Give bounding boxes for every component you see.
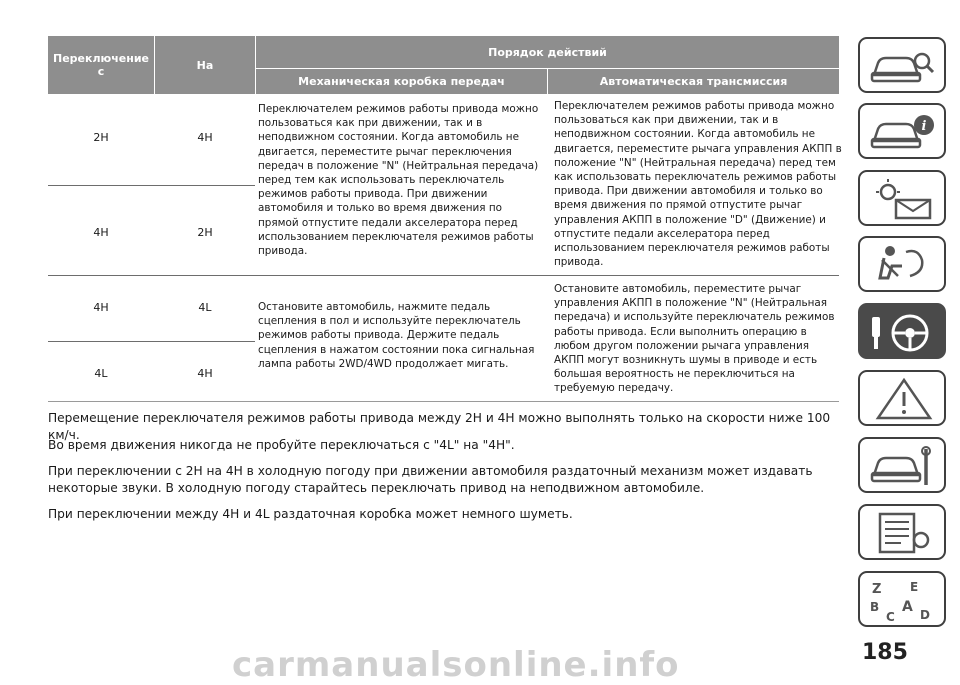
row-divider: [48, 275, 839, 276]
header-manual: Механическая коробка передач: [256, 69, 547, 94]
manual-low-text: Остановите автомобиль, нажмите педаль сцепления в пол и используйте переключатель режимов работы привода. Держите педаль сцепления в нажатом состоянии пока сигнальная лампа работы 2WD/4WD продолжает мигать.: [258, 301, 535, 370]
row-divider: [48, 185, 255, 186]
tab-alphabetical-index[interactable]: [858, 571, 946, 627]
car-maintenance-icon: [866, 443, 938, 489]
car-info-icon: [866, 109, 938, 155]
row1-to: 4H: [197, 131, 213, 144]
note-speed-limit: Перемещение переключателя режимов работы привода между 2H и 4H можно выполнять только на скорости ниже 100 км/ч.: [48, 411, 831, 442]
manual-high-text: Переключателем режимов работы привода можно пользоваться как при движении, так и в неподвижном состоянии. Когда автомобиль не двигается, переместите рычаг переключения передач в положение "N" (Нейтральная передача) перед тем как использовать переключатель режимов работы привода. При движении автомобиля и только во время движения по прямой отпустите педали акселератора перед использованием переключателя режимов работы привода.: [258, 103, 539, 258]
row4-to: 4H: [197, 367, 213, 380]
technical-data-icon: [866, 510, 938, 556]
svg-text:A: A: [902, 599, 913, 615]
watermark: carmanualsonline.info: [232, 645, 680, 685]
steering-key-icon: [866, 309, 938, 355]
row2-from: 4H: [93, 226, 109, 239]
page-number: 185: [862, 640, 908, 665]
row3-from: 4H: [93, 301, 109, 314]
tab-car-search[interactable]: [858, 37, 946, 93]
note-noise: При переключении между 4H и 4L раздаточная коробка может немного шуметь.: [48, 507, 573, 521]
header-automatic: Автоматическая трансмиссия: [548, 69, 839, 94]
car-search-icon: [866, 43, 938, 89]
table-bottom-line: [48, 401, 839, 402]
row-divider: [48, 341, 255, 342]
svg-text:B: B: [870, 600, 880, 614]
header-to: На: [155, 36, 255, 94]
tab-warning-lights[interactable]: [858, 170, 946, 226]
seatbelt-airbag-icon: [866, 242, 938, 288]
svg-text:Z: Z: [872, 582, 882, 597]
note-4l-4h: Во время движения никогда не пробуйте переключаться с "4L" на "4H".: [48, 438, 515, 452]
auto-low-text: Остановите автомобиль, переместите рычаг управления АКПП в положение "N" (Нейтральная передача) и используйте переключатель режимов работы привода. Если выполнить операцию в любом другом положении рычага управления АКПП могут возникнуть шумы в приводе и есть большая вероятность не переключиться на требуемую передачу.: [554, 283, 835, 395]
tab-technical-data[interactable]: [858, 504, 946, 560]
alphabetical-index-icon: [866, 577, 938, 623]
row1-from: 2H: [93, 131, 109, 144]
header-switch-from: Переключение с: [48, 36, 154, 94]
row4-from: 4L: [94, 367, 108, 380]
header-procedure: Порядок действий: [256, 36, 839, 68]
svg-text:D: D: [920, 608, 930, 622]
row3-to: 4L: [198, 301, 212, 314]
tab-maintenance[interactable]: [858, 437, 946, 493]
emergency-triangle-icon: [866, 376, 938, 422]
tab-car-info[interactable]: [858, 103, 946, 159]
svg-text:i: i: [921, 119, 927, 134]
warning-lights-icon: [866, 176, 938, 222]
tab-steering-key[interactable]: [858, 303, 946, 359]
svg-text:E: E: [910, 580, 919, 594]
row2-to: 2H: [197, 226, 213, 239]
svg-text:C: C: [886, 610, 895, 623]
tab-emergency[interactable]: [858, 370, 946, 426]
auto-high-text: Переключателем режимов работы привода можно пользоваться как при движении, так и в неподвижном состоянии. Когда автомобиль не двигается, переместите рычага управления АКПП в положение "N" (Нейтральная передача) перед тем как использовать переключатель режимов работы привода. При движении автомобиля и только во время движения по прямой отпустите рычаг управления АКПП в положение "D" (Движение) и отпустите педали акселератора перед использованием переключателя режимов работы привода.: [554, 100, 842, 269]
tab-seatbelt-airbag[interactable]: [858, 236, 946, 292]
note-cold-weather: При переключении с 2H на 4H в холодную погоду при движении автомобиля раздаточный механизм может издавать некоторые звуки. В холодную погоду старайтесь переключать привод на неподвижном автомобиле.: [48, 464, 813, 495]
